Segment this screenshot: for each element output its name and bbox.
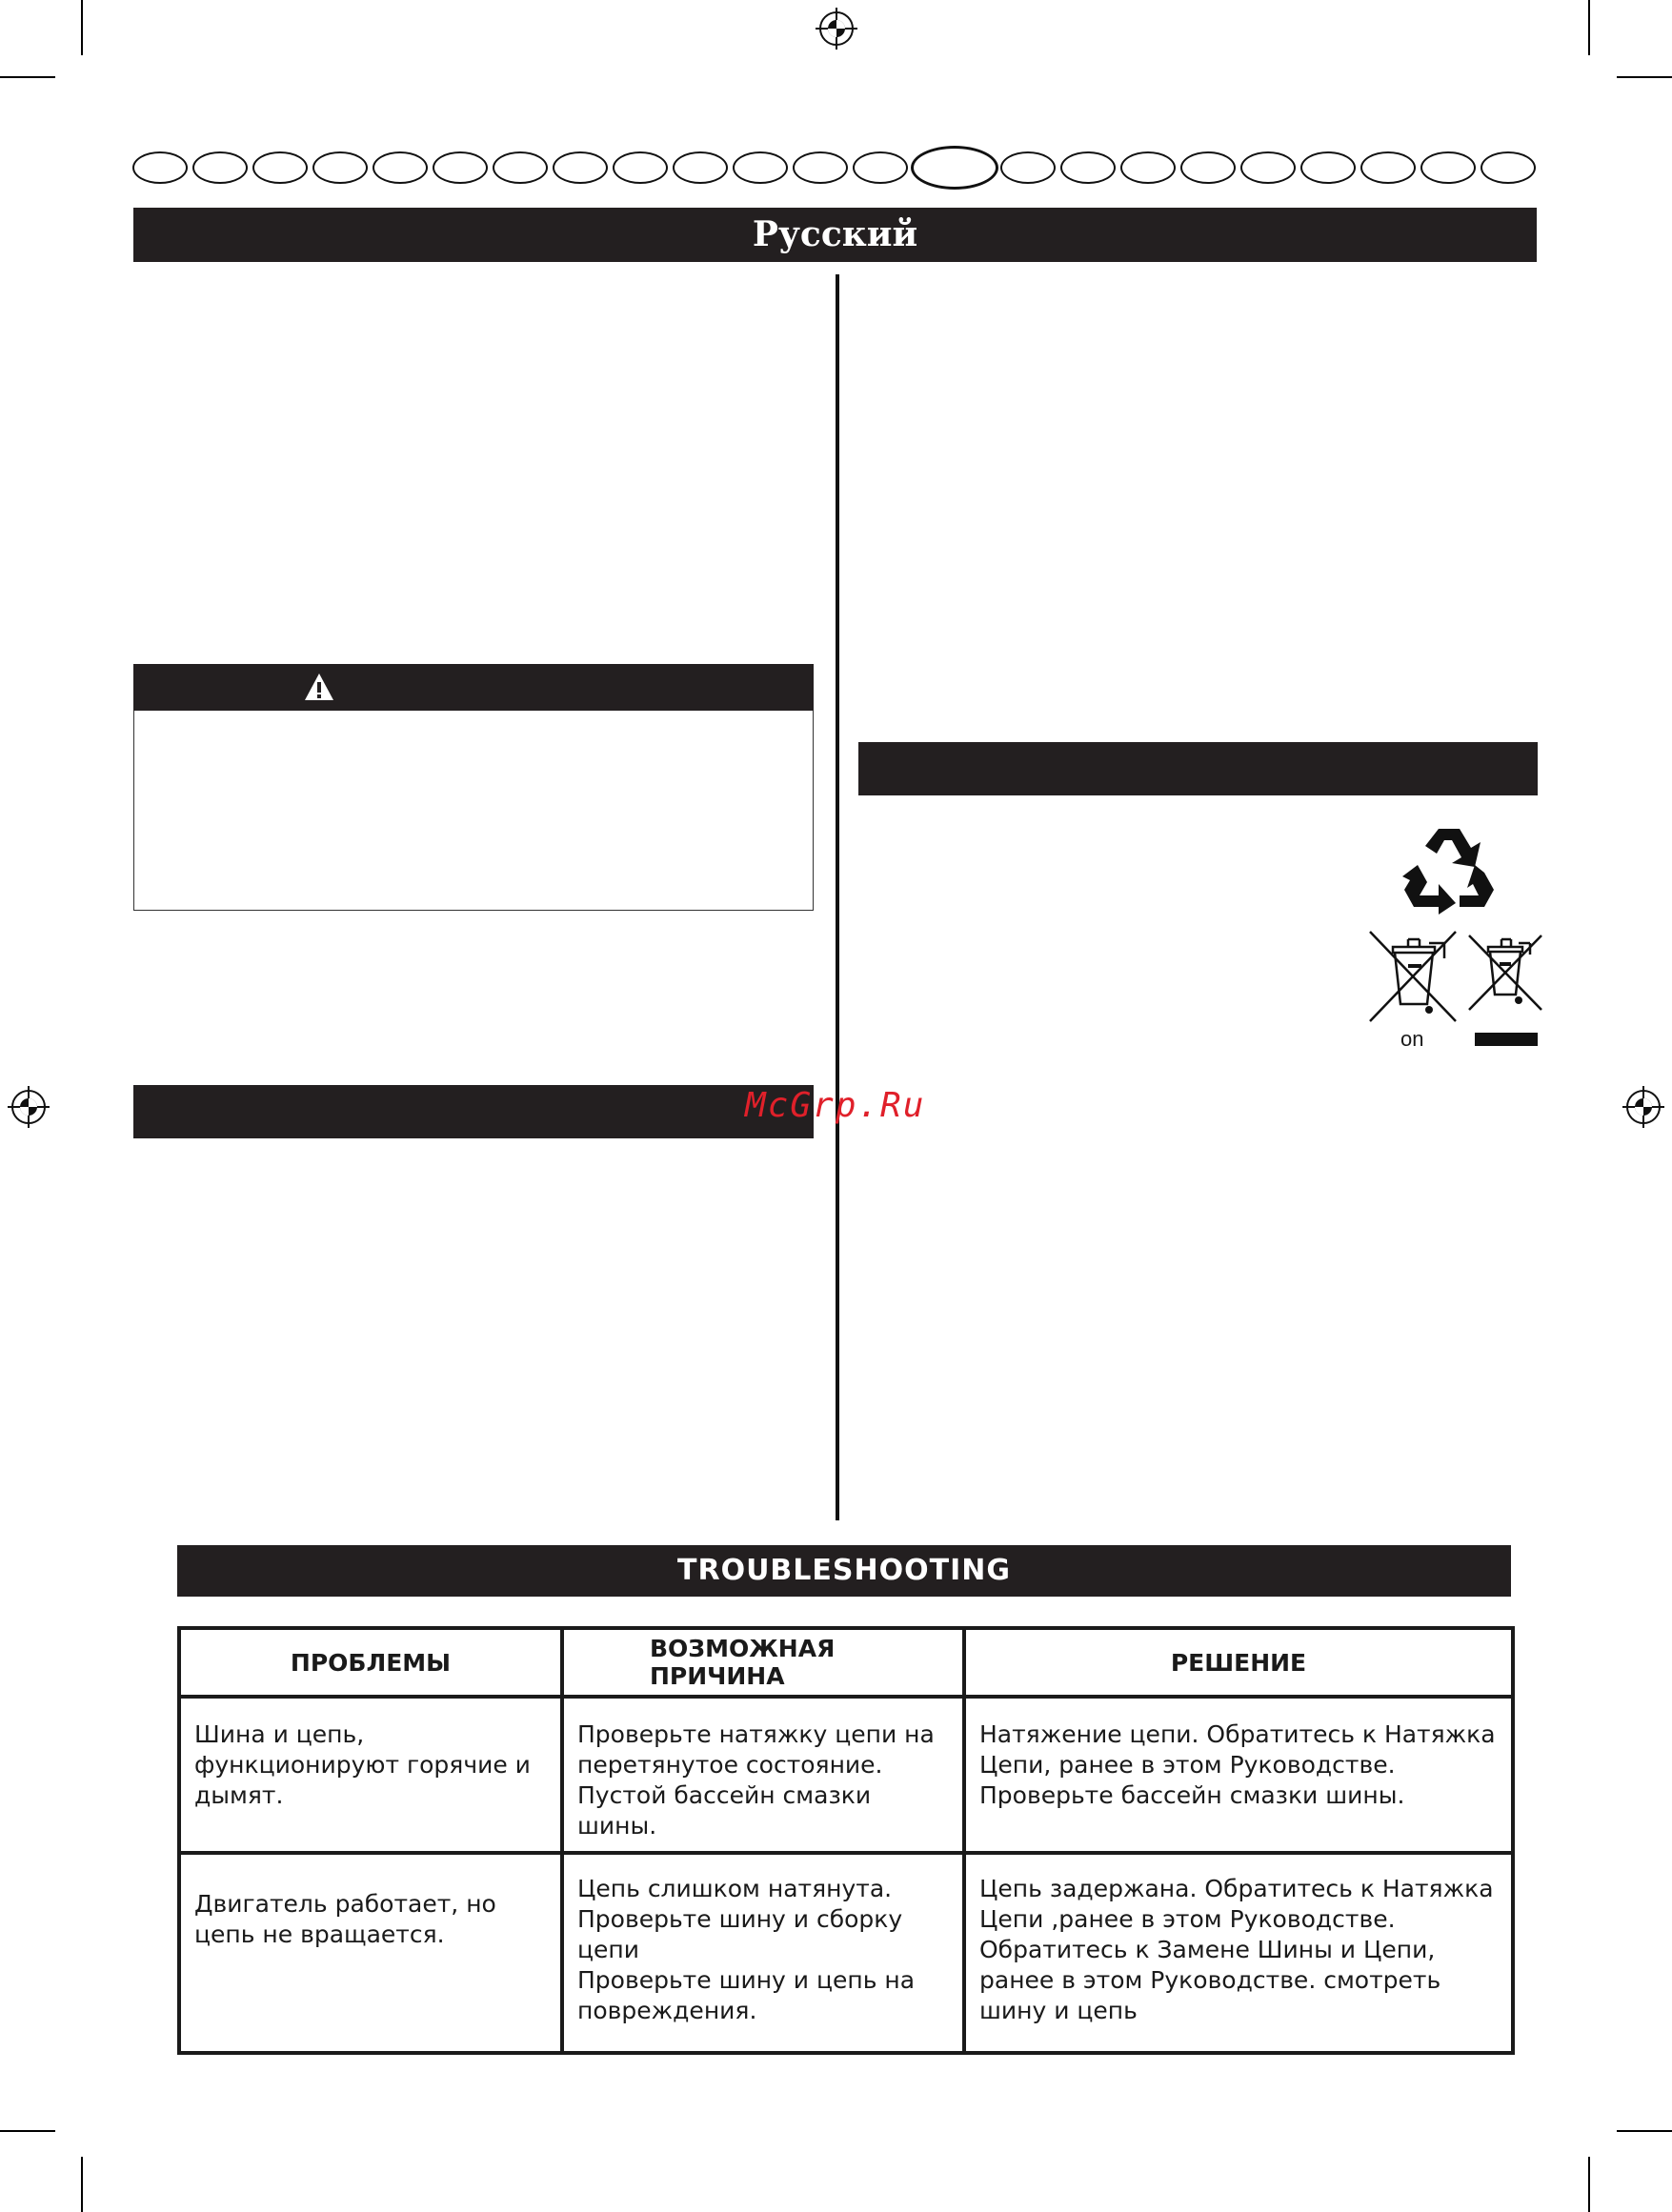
crop-mark [1617,2130,1672,2132]
column-header-cause: ВОЗМОЖНАЯ ПРИЧИНА [562,1628,964,1697]
bin-caption-on: on [1400,1027,1424,1051]
crossed-bin-icon [1364,930,1461,1023]
column-divider [836,274,839,1520]
section-header-bar [858,742,1538,795]
language-oval [1420,151,1476,184]
crop-mark [81,2157,83,2212]
solution-text: Натяжение цепи. Обратитесь к Натяжка Цепи, ранее в этом Руководстве. Проверьте бассейн смазки шины. [979,1720,1496,1809]
table-header-row [179,1628,1513,1697]
language-oval [312,151,368,184]
troubleshooting-heading: TROUBLESHOOTING [177,1545,1511,1597]
table-row [179,1853,1513,2053]
language-oval [1481,151,1536,184]
language-tabs [132,146,1537,188]
language-oval [553,151,608,184]
registration-mark-icon [1622,1086,1664,1128]
language-oval [373,151,428,184]
section-header-bar [133,1085,814,1138]
warning-header [133,664,814,711]
table-row [179,1697,1513,1853]
language-oval [673,151,728,184]
cause-text: Проверьте натяжку цепи на перетянутое состояние. Пустой бассейн смазки шины. [577,1720,935,1840]
language-oval [1000,151,1056,184]
page-title: Русский [133,208,1537,262]
registration-mark-icon [816,8,857,50]
column-header-solution: РЕШЕНИЕ [964,1628,1513,1697]
language-oval [613,151,668,184]
solution-cell [964,1853,1513,2053]
watermark: McGrp.Ru [745,1086,926,1125]
cause-cell [562,1853,964,2053]
crop-mark [0,76,55,78]
problem-text: Шина и цепь, функционируют горячие и дымят. [194,1720,531,1809]
language-oval-active [911,146,998,190]
bin-black-bar [1475,1033,1538,1046]
cause-cell [562,1697,964,1853]
language-oval [793,151,848,184]
troubleshooting-table [177,1626,1515,2055]
warning-icon [303,672,335,702]
crop-mark [81,0,83,55]
problem-cell [179,1697,562,1853]
language-oval [433,151,488,184]
crop-mark [1617,76,1672,78]
recycle-icon [1400,823,1498,916]
language-oval [1060,151,1116,184]
solution-text: Цепь задержана. Обратитесь к Натяжка Цепи ,ранее в этом Руководстве. Обратитесь к Замене Шины и Цепи, ранее в этом Руководстве. смотреть шину и цепь [979,1875,1494,2024]
language-oval [132,151,188,184]
problem-text: Двигатель работает, но цепь не вращается. [194,1890,496,1948]
language-oval [493,151,548,184]
column-header-problems: ПРОБЛЕМЫ [179,1628,562,1697]
language-oval [1120,151,1176,184]
crop-mark [0,2130,55,2132]
registration-mark-icon [8,1086,50,1128]
problem-cell [179,1853,562,2053]
crop-mark [1588,2157,1590,2212]
language-oval [1180,151,1236,184]
language-oval [853,151,908,184]
language-oval [1240,151,1296,184]
cause-text: Цепь слишком натянута. Проверьте шину и сборку цепи Проверьте шину и цепь на повреждения. [577,1875,916,2024]
language-oval [733,151,788,184]
language-oval [192,151,248,184]
language-oval [1300,151,1356,184]
crossed-bin-icon [1467,930,1543,1014]
crop-mark [1588,0,1590,55]
language-oval [1360,151,1416,184]
solution-cell [964,1697,1513,1853]
language-oval [252,151,308,184]
